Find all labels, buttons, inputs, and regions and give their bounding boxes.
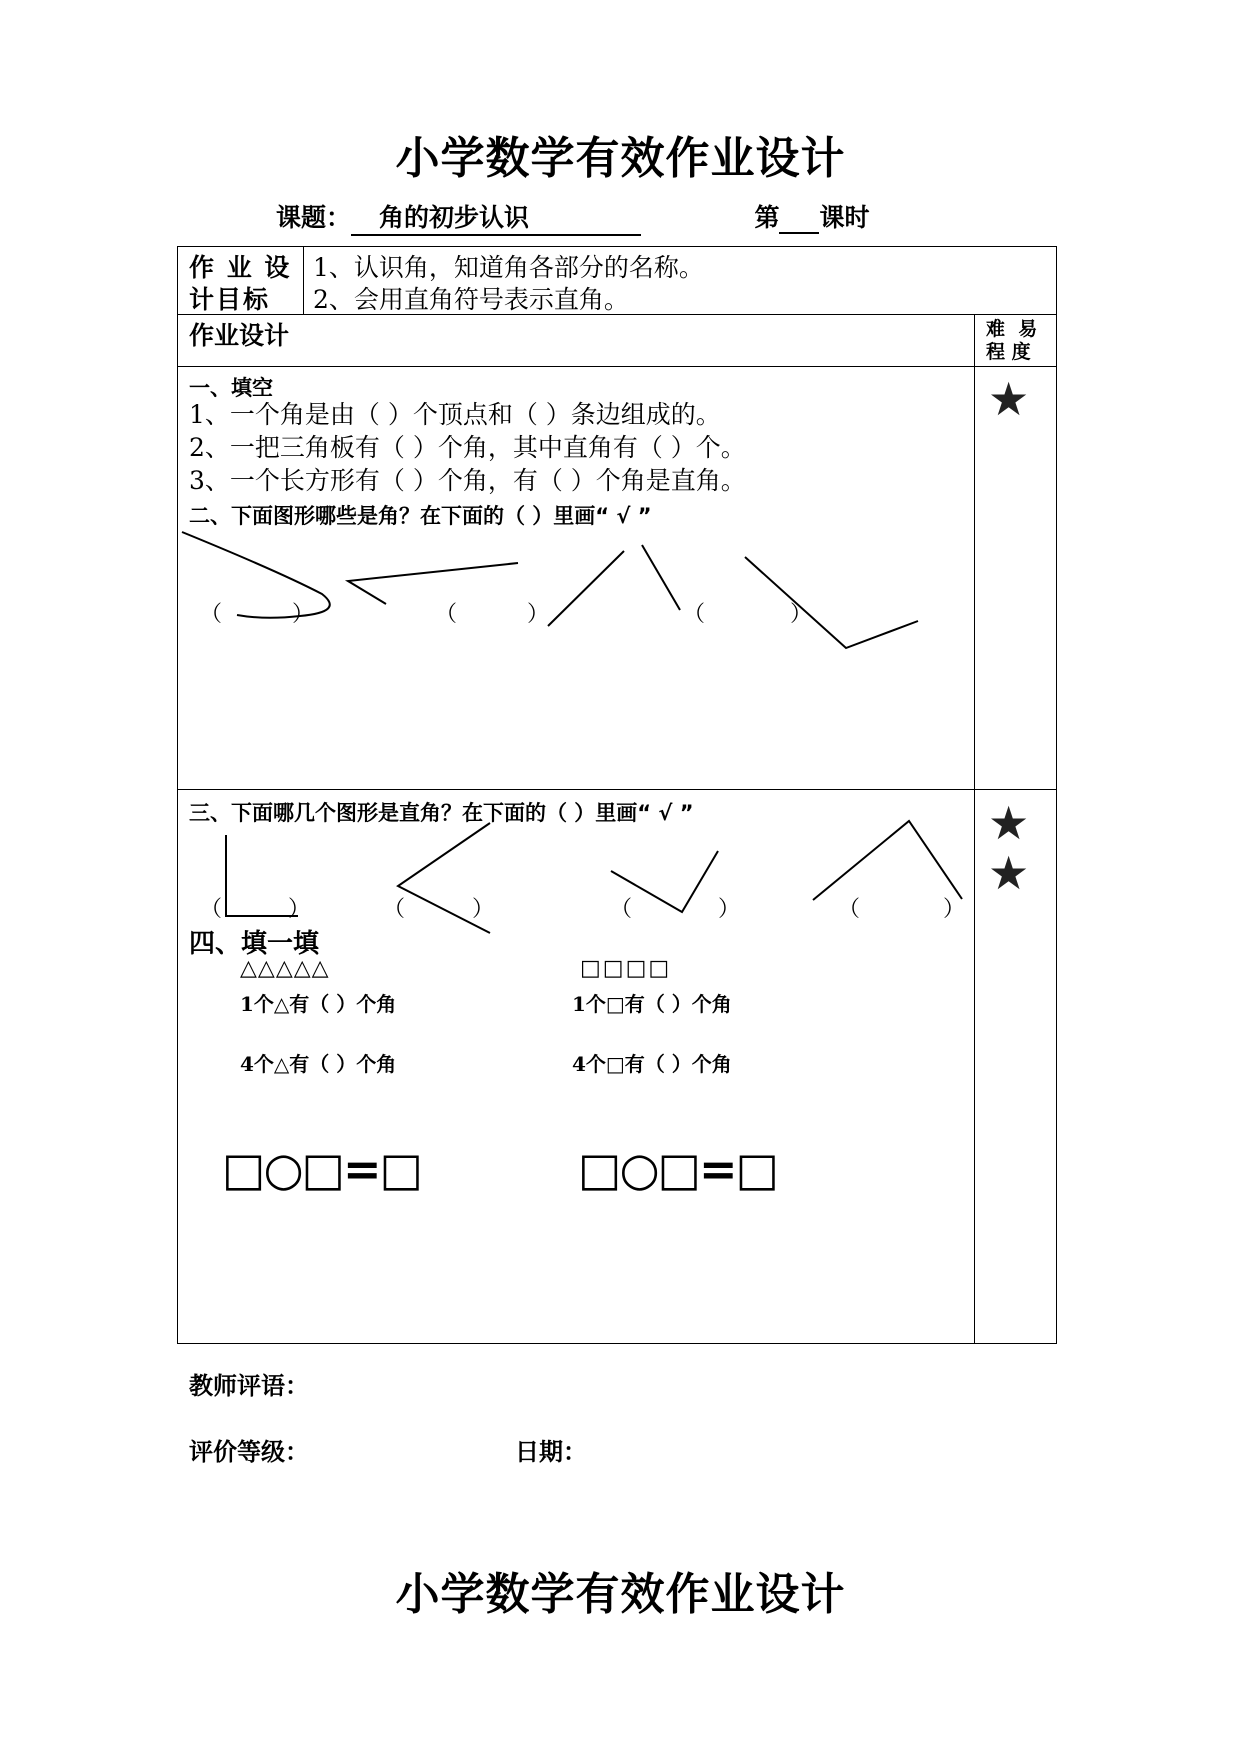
- goals-label-1: 作 业 设: [189, 253, 292, 282]
- goals-label-2: 计目标: [189, 285, 271, 314]
- square-one-line: 1个□有（ ）个角: [572, 992, 732, 1016]
- figure-2: [348, 563, 518, 604]
- figure-3-right: [642, 545, 680, 610]
- triangles-row: △△△△△: [240, 956, 330, 981]
- topic-value: 角的初步认识: [351, 198, 641, 236]
- lesson-prefix: 第: [754, 203, 780, 232]
- fill-question-1: 1、一个角是由（ ）个顶点和（ ）条边组成的。: [189, 400, 721, 429]
- fill-question-2: 2、一把三角板有（ ）个角，其中直角有（ ）个。: [189, 433, 746, 462]
- paren-open-1[interactable]: （: [200, 602, 223, 627]
- page-title: 小学数学有效作业设计: [395, 133, 846, 184]
- section2-heading: 二、下面图形哪些是角？在下面的（ ）里画“ √ ”: [189, 504, 652, 528]
- paren-close-2[interactable]: ）: [527, 602, 550, 627]
- fill-question-3: 3、一个长方形有（ ）个角，有（ ）个角是直角。: [189, 466, 746, 495]
- angle-figure-4: [813, 821, 962, 900]
- paren-close-d[interactable]: ）: [943, 897, 966, 922]
- section4-heading: 四、填一填: [189, 929, 320, 959]
- paren-open-b[interactable]: （: [383, 897, 406, 922]
- section3-heading: 三、下面哪几个图形是直角？在下面的（ ）里画“ √ ”: [189, 801, 694, 825]
- lesson-suffix: 课时: [819, 203, 870, 232]
- goal-item-1: 1、认识角，知道角各部分的名称。: [313, 253, 704, 282]
- figure-4: [745, 557, 918, 648]
- paren-open-2[interactable]: （: [435, 602, 458, 627]
- triangle-one-line: 1个△有（ ）个角: [240, 992, 397, 1016]
- design-label: 作业设计: [189, 321, 290, 350]
- date-label: 日期：: [515, 1438, 587, 1466]
- figure-3-left: [548, 551, 624, 626]
- paren-open-3[interactable]: （: [683, 602, 706, 627]
- paren-close-3[interactable]: ）: [790, 602, 813, 627]
- difficulty-star-icon: ★: [988, 846, 1030, 900]
- paren-open-a[interactable]: （: [200, 897, 223, 922]
- squares-row: □□□□: [580, 956, 672, 981]
- triangle-four-line: 4个△有（ ）个角: [240, 1052, 397, 1076]
- section1-heading: 一、填空: [189, 376, 273, 400]
- teacher-comment-label: 教师评语：: [189, 1372, 309, 1400]
- paren-open-d[interactable]: （: [838, 897, 861, 922]
- paren-close-c[interactable]: ）: [718, 897, 741, 922]
- square-four-line: 4个□有（ ）个角: [572, 1052, 732, 1076]
- paren-open-c[interactable]: （: [610, 897, 633, 922]
- topic-label: 课题：: [276, 203, 352, 232]
- paren-close-a[interactable]: ）: [288, 897, 311, 922]
- equation-1[interactable]: □○□=□: [222, 1142, 422, 1196]
- difficulty-star-icon: ★: [988, 796, 1030, 850]
- equation-2[interactable]: □○□=□: [578, 1142, 778, 1196]
- difficulty-star-icon: ★: [988, 372, 1030, 426]
- paren-close-b[interactable]: ）: [472, 897, 495, 922]
- difficulty-label-1: 难 易: [986, 318, 1038, 340]
- grade-label: 评价等级：: [189, 1438, 309, 1466]
- goal-item-2: 2、会用直角符号表示直角。: [313, 285, 629, 314]
- next-page-title: 小学数学有效作业设计: [395, 1569, 846, 1620]
- paren-close-1[interactable]: ）: [292, 602, 315, 627]
- difficulty-label-2: 程 度: [986, 341, 1031, 363]
